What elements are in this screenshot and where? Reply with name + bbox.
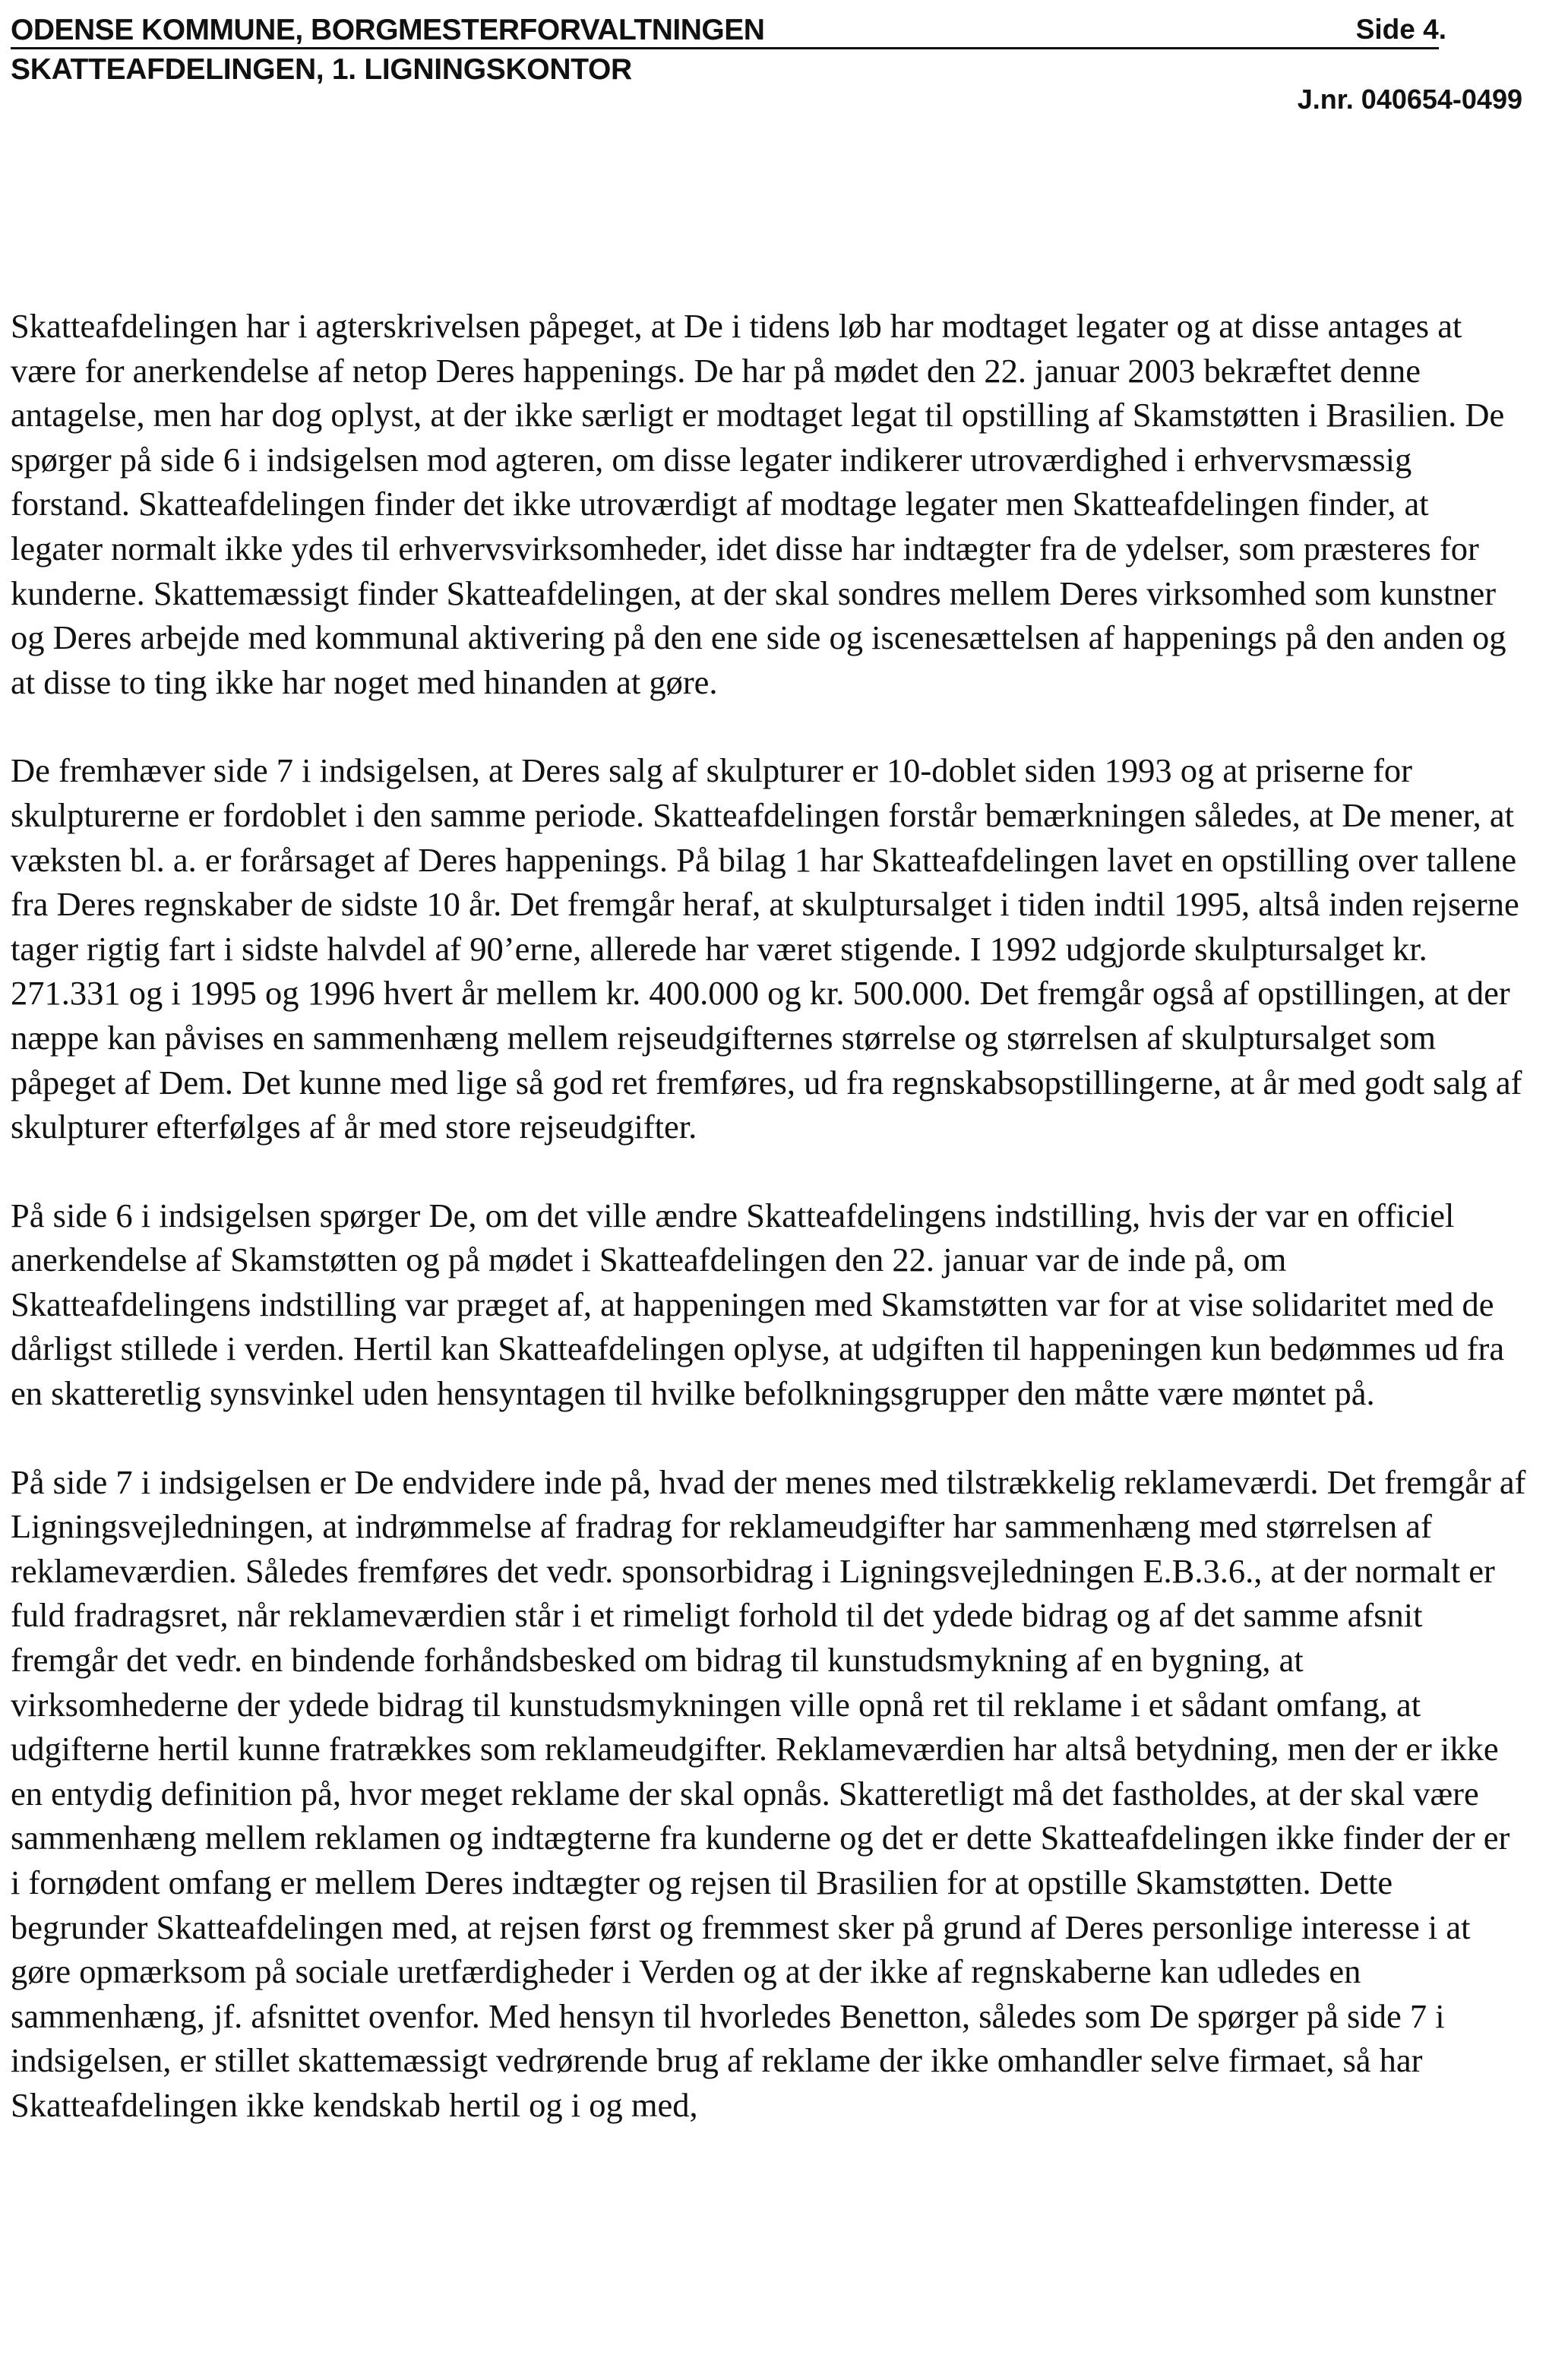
paragraph-skulptursalg: De fremhæver side 7 i indsigelsen, at Deres salg af skulpturer er 10-doblet siden 1993 og at priserne for skulpturerne er fordoblet i den samme periode. Skatteafdelingen forstår bemærkningen således, at De mener, at væksten bl. a. er forårsaget af Deres happenings. På bilag 1 har Skatteafdelingen lavet en opstilling over tallene fra Deres regnskaber de sidste 10 år. Det fremgår heraf, at skulptursalget i tiden indtil 1995, altså inden rejserne tager rigtig fart i sidste halvdel af 90’erne, allerede har været stigende. I 1992 udgjorde skulptursalget kr. 271.331 og i 1995 og 1996 hvert år mellem kr. 400.000 og kr. 500.000. Det fremgår også af opstillingen, at der næppe kan påvises en sammenhæng mellem rejseudgifternes størrelse og størrelsen af skulptursalget som påpeget af Dem. Det kunne med lige så god ret fremføres, ud fra regnskabsopstillingerne, at år med godt salg af skulpturer efterfølges af år med store rejseudgifter. [11, 751, 1522, 1146]
letterhead [11, 11, 1522, 115]
journal-number: J.nr. 040654-0499 [1297, 84, 1522, 115]
paragraph-anerkendelse: På side 6 i indsigelsen spørger De, om det ville ændre Skatteafdelingens indstilling, hvis der var en officiel anerkendelse af Skamstøtten og på mødet i Skatteafdelingen den 22. januar var de inde på, om Skatteafdelingens indstilling var præget af, at happeningen med Skamstøtten var for at vise solidaritet med de dårligst stillede i verden. Hertil kan Skatteafdelingen oplyse, at udgiften til happeningen kun bedømmes ud fra en skatteretlig synsvinkel uden hensyntagen til hvilke befolkningsgrupper den måtte være møntet på. [11, 1196, 1505, 1413]
letterhead-second-row [11, 53, 1522, 115]
paragraph-reklamevaerdi: På side 7 i indsigelsen er De endvidere inde på, hvad der menes med tilstrækkelig reklameværdi. Det fremgår af Ligningsvejledningen, at indrømmelse af fradrag for reklameudgifter har sammenhæng med størrelsen af reklameværdien. Således fremføres det vedr. sponsorbidrag i Ligningsvejledningen E.B.3.6., at der normalt er fuld fradragsret, når reklameværdien står i et rimeligt forhold til det ydede bidrag og af det samme afsnit fremgår det vedr. en bindende forhåndsbesked om bidrag til kunstudsmykning af en bygning, at virksomhederne der ydede bidrag til kunstudsmykningen ville opnå ret til reklame i et sådant omfang, at udgifterne hertil kunne fratrækkes som reklameudgifter. Reklameværdien har altså betydning, men der er ikke en entydig definition på, hvor meget reklame der skal opnås. Skatteretligt må det fastholdes, at der skal være sammenhæng mellem reklamen og indtægterne fra kunderne og det er dette Skatteafdelingen ikke finder der er i fornødent omfang er mellem Deres indtægter og rejsen til Brasilien for at opstille Skamstøtten. Dette begrunder Skatteafdelingen med, at rejsen først og fremmest sker på grund af Deres personlige interesse i at gøre opmærksom på sociale uretfærdigheder i Verden og at der ikke af regnskaberne kan udledes en sammenhæng, jf. afsnittet ovenfor. Med hensyn til hvorledes Benetton, således som De spørger på side 7 i indsigelsen, er stillet skattemæssigt vedrørende brug af reklame der ikke omhandler selve firmaet, så har Skatteafdelingen ikke kendskab hertil og i og med, [11, 1462, 1526, 2124]
organization-name: ODENSE KOMMUNE, BORGMESTERFORVALTNINGEN [11, 14, 765, 46]
page-number: Side 4. [1355, 14, 1446, 45]
letter-body [11, 304, 1526, 2128]
letterhead-top-row [11, 11, 1522, 53]
paragraph-legater: Skatteafdelingen har i agterskrivelsen påpeget, at De i tidens løb har modtaget legater og at disse antages at være for anerkendelse af netop Deres happenings. De har på mødet den 22. januar 2003 bekræftet denne antagelse, men har dog oplyst, at der ikke særligt er modtaget legat til opstilling af Skamstøtten i Brasilien. De spørger på side 6 i indsigelsen mod agteren, om disse legater indikerer utroværdighed i erhvervsmæssig forstand. Skatteafdelingen finder det ikke utroværdigt af modtage legater men Skatteafdelingen finder, at legater normalt ikke ydes til erhvervsvirksomheder, idet disse har indtægter fra de ydelser, som præsteres for kunderne. Skattemæssigt finder Skatteafdelingen, at der skal sondres mellem Deres virksomhed som kunstner og Deres arbejde med kommunal aktivering på den ene side og iscenesættelsen af happenings på den anden og at disse to ting ikke har noget med hinanden at gøre. [11, 307, 1506, 701]
header-rule [11, 47, 1439, 49]
department-name: SKATTEAFDELINGEN, 1. LIGNINGSKONTOR [11, 53, 632, 86]
